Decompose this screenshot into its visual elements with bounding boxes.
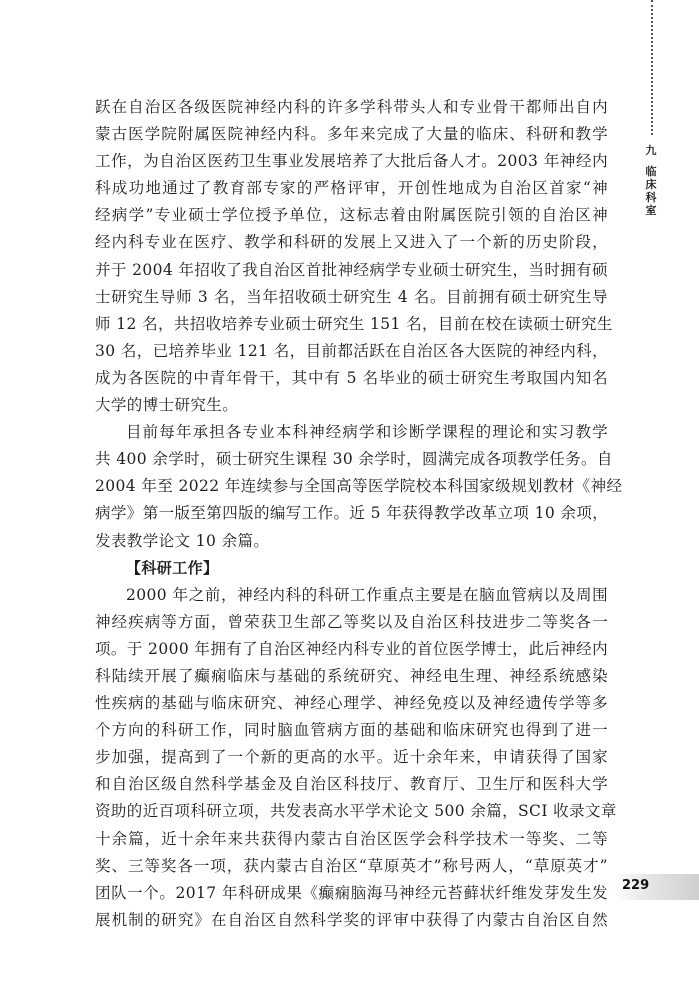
text-line: 蒙古医学院附属医院神经内科。多年来完成了大量的临床、科研和教学 (95, 125, 608, 144)
text-line: 2004 年至 2022 年连续参与全国高等医学院校本科国家级规划教材《神经 (95, 477, 623, 496)
margin-dotted-rule (651, 0, 653, 135)
text-line: 十余篇，近十余年来共获得内蒙古自治区医学会科学技术一等奖、二等 (95, 829, 608, 848)
text-line: 经内科专业在医疗、教学和科研的发展上又进入了一个新的历史阶段， (95, 233, 608, 252)
text-line: 2000 年之前，神经内科的科研工作重点主要是在脑血管病以及周围 (126, 585, 608, 604)
text-line: 病学》第一版至第四版的编写工作。近 5 年获得教学改革立项 10 余项， (95, 504, 609, 523)
text-line: 性疾病的基础与临床研究、神经心理学、神经免疫以及神经遗传学等多 (95, 694, 608, 713)
page-number-block (614, 874, 699, 900)
text-line: 士研究生导师 3 名，当年招收硕士研究生 4 名。目前拥有硕士研究生导 (95, 287, 608, 306)
text-line: 科陆续开展了癫痫临床与基础的系统研究、神经电生理、神经系统感染 (95, 666, 608, 685)
text-line: 经病学”专业硕士学位授予单位，这标志着由附属医院引领的自治区神 (95, 206, 608, 225)
text-line: 跃在自治区各级医院神经内科的许多学科带头人和专业骨干都师出自内 (95, 98, 608, 116)
chapter-title-char: 床 (645, 178, 657, 191)
chapter-side-tab (641, 144, 661, 217)
text-line: 和自治区级自然科学基金及自治区科技厅、教育厅、卫生厅和医科大学 (95, 775, 608, 794)
text-line: 团队一个。2017 年科研成果《癫痫脑海马神经元苔藓状纤维发芽发生发 (95, 883, 608, 902)
chapter-title-char: 临 (645, 165, 657, 178)
chapter-title-char: 室 (645, 204, 657, 217)
text-line: 展机制的研究》在自治区自然科学奖的评审中获得了内蒙古自治区自然 (95, 910, 608, 929)
text-line: 资助的近百项科研立项，共发表高水平学术论文 500 余篇，SCI 收录文章 (95, 802, 617, 821)
text-line: 共 400 余学时，硕士研究生课程 30 余学时，圆满完成各项教学任务。自 (95, 450, 613, 469)
chapter-title-char: 科 (645, 191, 657, 204)
text-line: 科成功地通过了教育部专家的严格评审，开创性地成为自治区首家“神 (95, 179, 608, 198)
body-text (95, 94, 623, 934)
text-line: 大学的博士研究生。 (95, 396, 239, 415)
text-line: 个方向的科研工作，同时脑血管病方面的基础和临床研究也得到了进一 (95, 721, 608, 740)
chapter-number: 九 (645, 144, 657, 157)
text-line: 目前每年承担各专业本科神经病学和诊断学课程的理论和实习教学 (126, 423, 608, 442)
section-heading: 【科研工作】 (126, 558, 219, 577)
text-line: 并于 2004 年招收了我自治区首批神经病学专业硕士研究生，当时拥有硕 (95, 260, 608, 279)
text-line: 成为各医院的中青年骨干，其中有 5 名毕业的硕士研究生考取国内知名 (95, 368, 608, 387)
text-line: 奖、三等奖各一项，获内蒙古自治区“草原英才”称号两人，“草原英才” (95, 856, 608, 875)
text-line: 项。于 2000 年拥有了自治区神经内科专业的首位医学博士，此后神经内 (95, 639, 608, 658)
page-number: 229 (622, 878, 650, 893)
text-line: 师 12 名，共招收培养专业硕士研究生 151 名，目前在校在读硕士研究生 (95, 314, 613, 333)
text-line: 发表教学论文 10 余篇。 (95, 531, 270, 550)
text-line: 步加强，提高到了一个新的更高的水平。近十余年来，申请获得了国家 (95, 748, 608, 767)
text-line: 神经疾病等方面，曾荣获卫生部乙等奖以及自治区科技进步二等奖各一 (95, 612, 608, 631)
text-line: 30 名，已培养毕业 121 名，目前都活跃在自治区各大医院的神经内科， (95, 341, 608, 360)
text-line: 工作，为自治区医药卫生事业发展培养了大批后备人才。2003 年神经内 (95, 152, 608, 171)
